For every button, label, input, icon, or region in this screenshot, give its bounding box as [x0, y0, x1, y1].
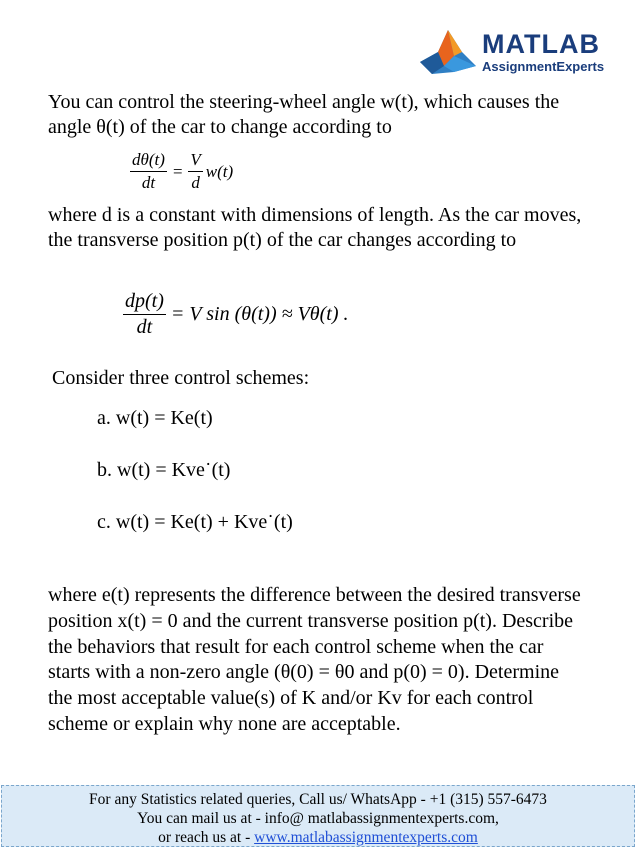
eq1-rhs-numerator: V — [188, 150, 202, 172]
matlab-logo — [418, 17, 614, 87]
equation-lhs-fraction — [130, 150, 167, 193]
footer-email-line: You can mail us at - info@ matlabassignmentexperts.com, — [137, 810, 499, 827]
scheme-a: a. w(t) = Ke(t) — [97, 407, 213, 429]
eq1-rhs-tail: w(t) — [205, 161, 234, 181]
eq2-lhs-fraction — [123, 290, 166, 339]
scheme-c: c. w(t) = Ke(t) + Kve˙(t) — [97, 511, 293, 533]
logo-title: MATLAB — [482, 29, 600, 59]
website-link[interactable]: www.matlabassignmentexperts.com — [254, 829, 478, 846]
eq1-lhs-denominator: dt — [141, 173, 156, 192]
contact-footer — [1, 785, 635, 847]
question-paragraph: where e(t) represents the difference between the desired transverse position x(t) = 0 and the current transverse position p(t). Describe the behaviors that result for each control scheme when the car starts with a non-zero angle (θ(0) = θ0 and p(0) = 0). Determine the most acceptable value(s) of K and/or Kv for each control scheme or explain why none are acceptable. — [48, 584, 581, 735]
eq2-rhs: = V sin (θ(t)) ≈ Vθ(t) . — [170, 303, 349, 325]
intro-paragraph: You can control the steering-wheel angle w(t), which causes the angle θ(t) of the car to change according to — [48, 91, 560, 138]
eq1-equals: = — [171, 161, 184, 181]
eq1-rhs-denominator: d — [191, 173, 200, 192]
logo-subtitle: AssignmentExperts — [482, 59, 605, 74]
eq2-lhs-numerator: dp(t) — [123, 290, 166, 315]
schemes-heading: Consider three control schemes: — [52, 367, 310, 389]
eq2-lhs-denominator: dt — [136, 316, 153, 338]
footer-phone-line: For any Statistics related queries, Call us/ WhatsApp - +1 (315) 557-6473 — [89, 791, 547, 808]
scheme-b: b. w(t) = Kve˙(t) — [97, 459, 231, 481]
position-paragraph: where d is a constant with dimensions of length. As the car moves, the transverse position p(t) of the car changes according to — [48, 204, 582, 251]
eq1-lhs-numerator: dθ(t) — [130, 150, 167, 172]
equation-rhs-fraction — [188, 150, 202, 193]
footer-web-prefix: or reach us at - — [158, 829, 255, 846]
equation-position — [120, 290, 351, 339]
footer-web-line — [2, 828, 634, 847]
equation-steering — [127, 150, 233, 193]
matlab-membrane-icon — [418, 22, 480, 82]
